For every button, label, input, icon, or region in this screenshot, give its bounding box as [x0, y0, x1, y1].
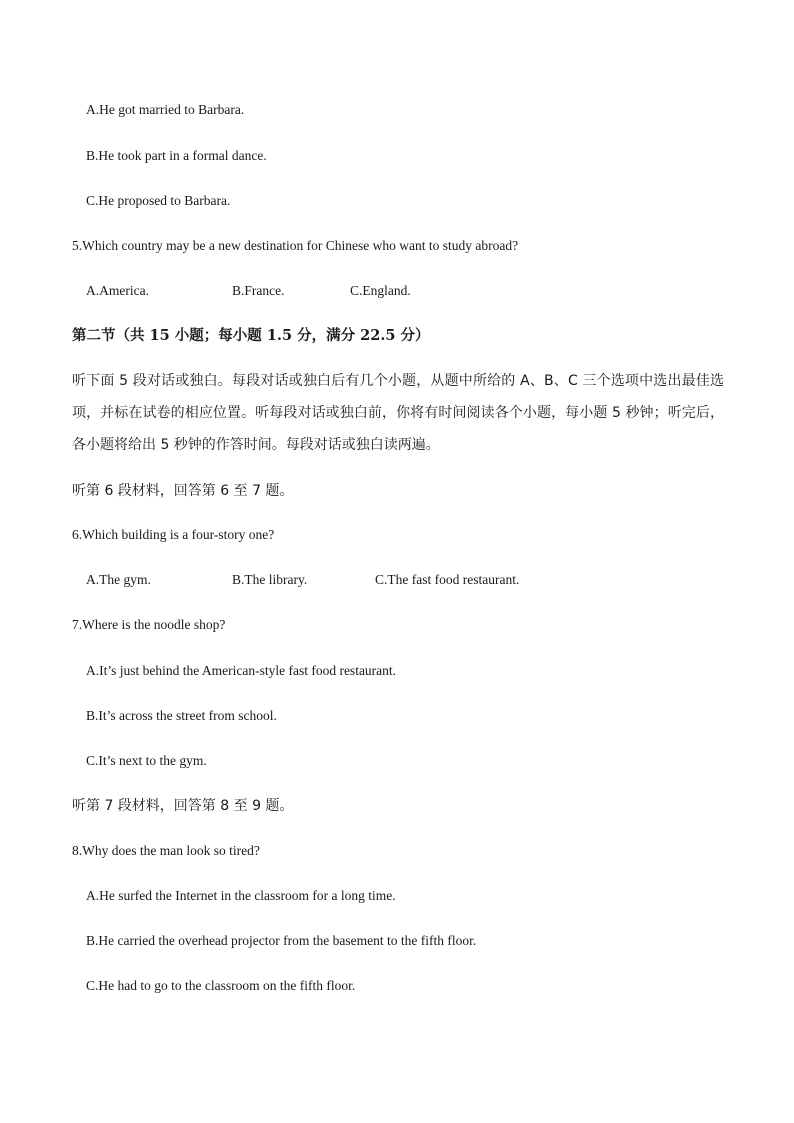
q8-option-a: A.He surfed the Internet in the classroom for a long time. — [86, 888, 396, 903]
q7-option-a: A.It’s just behind the American-style fast food restaurant. — [86, 663, 397, 678]
material-7-label: 听第 7 段材料，回答第 8 至 9 题。 — [72, 798, 294, 814]
section-instructions: 听下面 5 段对话或独白。每段对话或独白后有几个小题，从题中所给的 A、B、C 三个选项中选出最佳选项，并标在试卷的相应位置。听每段对话或独白前，你将有时间阅读各个小题，每小题 5 秒钟；听完后，各小题将给出 5 秒钟的作答时间。每段对话或独白读两遍。 — [72, 373, 724, 453]
q6-options-row — [86, 571, 606, 589]
section-heading: 第二节（共 15 小题；每小题 1.5 分，满分 22.5 分） — [72, 327, 430, 344]
q5-option-c: C.England. — [350, 283, 411, 298]
q6-question: 6.Which building is a four-story one? — [72, 527, 275, 542]
q8-option-b: B.He carried the overhead projector from the basement to the fifth floor. — [86, 933, 477, 948]
q4-option-a: A.He got married to Barbara. — [86, 102, 245, 117]
q6-option-b: B.The library. — [232, 572, 308, 587]
q7-question: 7.Where is the noodle shop? — [72, 617, 226, 632]
material-6-label: 听第 6 段材料，回答第 6 至 7 题。 — [72, 483, 294, 499]
q8-question: 8.Why does the man look so tired? — [72, 843, 260, 858]
q7-option-b: B.It’s across the street from school. — [86, 708, 277, 723]
q6-option-c: C.The fast food restaurant. — [375, 572, 520, 587]
q5-question: 5.Which country may be a new destination for Chinese who want to study abroad? — [72, 238, 519, 253]
q5-option-b: B.France. — [232, 283, 285, 298]
q7-option-c: C.It’s next to the gym. — [86, 753, 207, 768]
q5-options-row — [86, 282, 606, 300]
q6-option-a: A.The gym. — [86, 572, 151, 587]
q5-option-a: A.America. — [86, 283, 149, 298]
q4-option-b: B.He took part in a formal dance. — [86, 148, 267, 163]
q8-option-c: C.He had to go to the classroom on the fifth floor. — [86, 978, 356, 993]
q4-option-c: C.He proposed to Barbara. — [86, 193, 231, 208]
